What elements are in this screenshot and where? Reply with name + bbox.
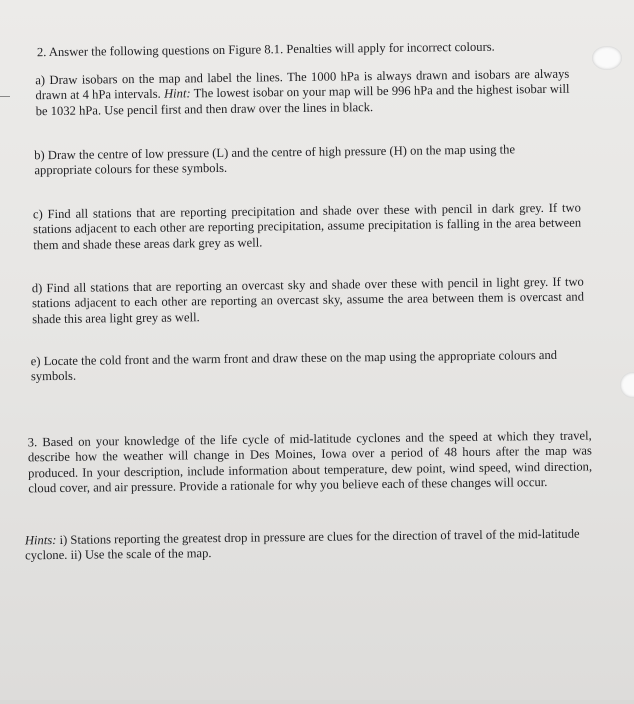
hints (25, 526, 593, 564)
question-2-text: 2. Answer the following questions on Figure 8.1. Penalties will apply for incorrect colours. (36, 39, 495, 60)
question-2c-text: c) Find all stations that are reporting precipitation and shade over these with pencil in dark grey. If two stations adjacent to each other are reporting precipitation, assume precipitation is falling in the area between them and shade these areas dark grey as well. (32, 200, 582, 253)
question-2d (32, 275, 585, 328)
question-2d-text: d) Find all stations that are reporting an overcast sky and shade over these with pencil in light grey. If two stations adjacent to each other are reporting an overcast sky, assume the area between them is overcast and shade this area light grey as well. (31, 274, 585, 327)
question-2b-text: b) Draw the centre of low pressure (L) and the centre of high pressure (H) on the map using the appropriate colours for these symbols. (34, 142, 516, 178)
question-2e (31, 348, 587, 386)
question-2e-text: e) Locate the cold front and the warm front and draw these on the map using the appropriate colours and symbols. (30, 347, 558, 384)
question-3 (28, 428, 593, 497)
question-3-text: 3. Based on your knowledge of the life cycle of mid-latitude cyclones and the speed at which they travel, describe how the weather will change in Des Moines, Iowa over a period of 48 hours after the map was produced. In your description, include information about temperature, dew point, wind speed, wind direction, cloud cover, and air pressure. Provide a rationale for why you believe each of these changes will occur. (27, 428, 593, 496)
question-2a-paragraph (35, 67, 570, 120)
question-2b (34, 142, 574, 179)
hints-text: i) Stations reporting the greatest drop in pressure are clues for the direction of travel of the mid-latitude cyclone. ii) Use the scale of the map. (25, 526, 580, 563)
hint-label: Hint: (163, 86, 191, 102)
question-2a-text: a) Draw isobars on the map and label the lines. The 1000 hPa is always drawn and isobars are always drawn at 4 hPa intervals. (35, 66, 570, 103)
hints-label: Hints: (24, 532, 57, 548)
question-2a (35, 67, 570, 120)
question-2a-hint-text: The lowest isobar on your map will be 996 hPa and the highest isobar will be 1032 hPa. Use pencil first and then draw over the lines in black. (35, 82, 570, 119)
hints-paragraph (25, 526, 593, 564)
question-2-heading (37, 39, 577, 61)
question-2c (33, 201, 582, 254)
